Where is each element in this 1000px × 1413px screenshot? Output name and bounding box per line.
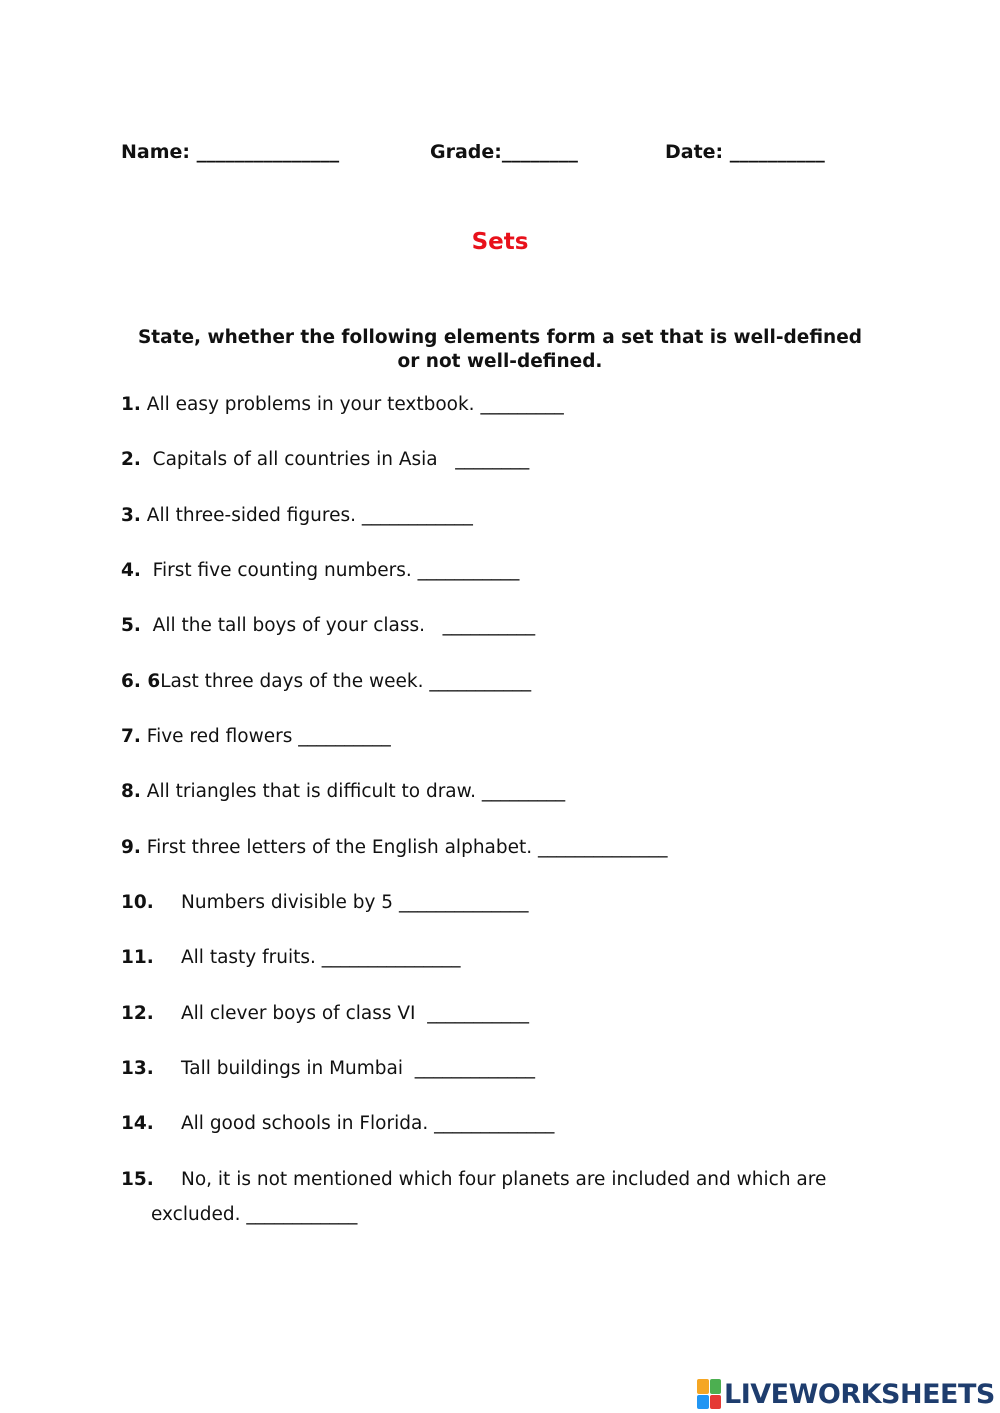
question-number: 1. xyxy=(121,394,141,415)
question-number: 7. xyxy=(121,726,141,747)
question-number: 14. xyxy=(121,1113,154,1134)
question-number: 3. xyxy=(121,505,141,526)
question-6 xyxy=(121,670,531,694)
question-11 xyxy=(121,946,461,970)
question-13 xyxy=(121,1057,535,1081)
question-text: All the tall boys of your class. __________ xyxy=(140,615,536,636)
question-number: 5. xyxy=(121,615,141,636)
logo-square xyxy=(710,1379,722,1394)
question-15 xyxy=(121,1168,826,1192)
question-text: No, it is not mentioned which four planets are included and which are xyxy=(181,1169,827,1190)
date-field: Date: __________ xyxy=(665,141,825,163)
question-8 xyxy=(121,780,565,804)
question-number: 13. xyxy=(121,1058,154,1079)
question-number: 12. xyxy=(121,1003,154,1024)
logo-square xyxy=(697,1395,709,1410)
question-text: Numbers divisible by 5 ______________ xyxy=(181,892,529,913)
question-15-continued: excluded. ____________ xyxy=(151,1204,358,1225)
question-7 xyxy=(121,725,391,749)
liveworksheets-logo xyxy=(697,1376,995,1412)
logo-square xyxy=(710,1395,722,1410)
question-12 xyxy=(121,1002,529,1026)
question-number: 4. xyxy=(121,560,141,581)
question-10 xyxy=(121,891,528,915)
logo-square xyxy=(697,1379,709,1394)
question-number: 9. xyxy=(121,837,141,858)
instructions-line-2: or not well-defined. xyxy=(397,351,603,372)
question-5 xyxy=(121,614,535,638)
question-number: 2. xyxy=(121,449,141,470)
question-text: Capitals of all countries in Asia ________ xyxy=(140,449,530,470)
question-text: All three-sided figures. ____________ xyxy=(140,505,473,526)
question-text: First five counting numbers. ___________ xyxy=(140,560,520,581)
question-text: All clever boys of class VI ___________ xyxy=(181,1003,529,1024)
name-field: Name: _______________ xyxy=(121,141,340,163)
question-text: Five red flowers __________ xyxy=(140,726,391,747)
grade-field: Grade:________ xyxy=(430,141,578,163)
question-text: First three letters of the English alphabet. ______________ xyxy=(140,837,668,858)
question-text: All triangles that is difficult to draw. _________ xyxy=(140,781,566,802)
question-2 xyxy=(121,448,529,472)
question-text: All good schools in Florida. _____________ xyxy=(181,1113,555,1134)
question-text: All tasty fruits. _______________ xyxy=(181,947,461,968)
question-text: Last three days of the week. ___________ xyxy=(160,671,532,692)
question-1 xyxy=(121,393,564,417)
logo-mark-icon xyxy=(697,1379,721,1409)
question-number: 11. xyxy=(121,947,154,968)
page-title: Sets xyxy=(471,229,529,255)
instructions-line-1: State, whether the following elements form a set that is well-defined xyxy=(137,327,862,348)
question-9 xyxy=(121,836,668,860)
question-3 xyxy=(121,504,473,528)
instructions xyxy=(110,326,890,374)
question-number: 6. 6 xyxy=(121,671,161,692)
question-14 xyxy=(121,1112,554,1136)
question-text: All easy problems in your textbook. _________ xyxy=(140,394,564,415)
question-number: 15. xyxy=(121,1169,154,1190)
question-4 xyxy=(121,559,519,583)
question-text: Tall buildings in Mumbai _____________ xyxy=(181,1058,536,1079)
logo-text: LIVEWORKSHEETS xyxy=(724,1378,995,1410)
question-number: 8. xyxy=(121,781,141,802)
question-number: 10. xyxy=(121,892,154,913)
